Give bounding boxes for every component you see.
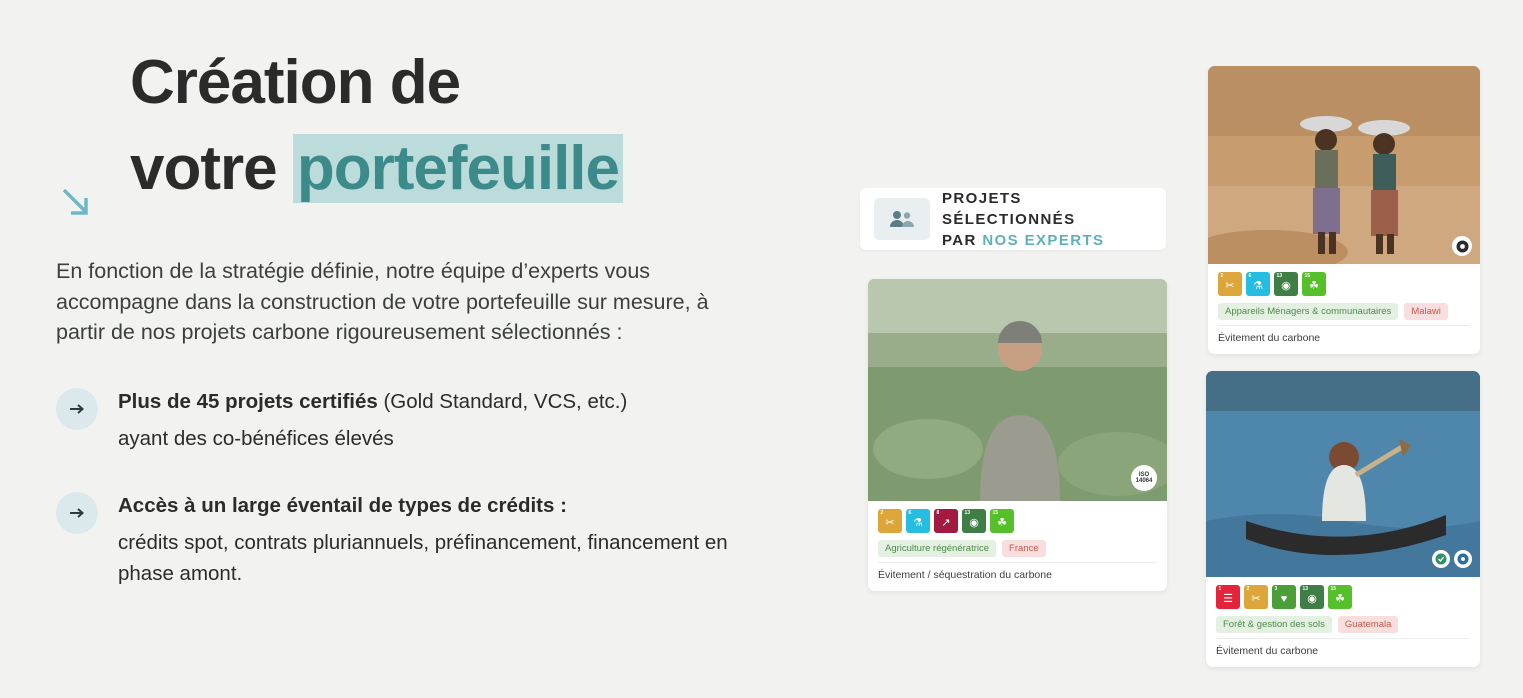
certification-badge — [1454, 550, 1472, 568]
sdg-icon — [1244, 585, 1268, 609]
sdg-glyph: ⚗ — [913, 517, 923, 529]
sdg-glyph: ◉ — [1281, 280, 1291, 292]
two-women-carrying-basins-icon — [1208, 66, 1480, 264]
sdg-number: 1 — [1218, 585, 1222, 592]
bullet-sub: ayant des co-bénéfices élevés — [118, 426, 394, 450]
arrow-right-icon — [56, 492, 98, 534]
sdg-number: 8 — [936, 509, 940, 516]
sdg-glyph: ☘ — [997, 517, 1007, 529]
sdg-number: 2 — [1220, 272, 1224, 279]
bullet-text — [118, 490, 776, 589]
card-footer: Évitement du carbone — [1216, 638, 1470, 657]
intro-paragraph: En fonction de la stratégie définie, notre équipe d’experts vous accompagne dans la construction de votre portefeuille sur mesure, à partir de nos projets carbone rigoureusement sélectionnés : — [56, 259, 709, 344]
tag-row — [1216, 616, 1470, 633]
bullet-list — [56, 386, 776, 589]
sdg-number: 6 — [1248, 272, 1252, 279]
sdg-row — [878, 509, 1157, 533]
sdg-icon — [1216, 585, 1240, 609]
left-column — [56, 40, 776, 625]
double-certification-badge — [1432, 550, 1450, 568]
sdg-glyph: ☘ — [1335, 593, 1345, 605]
sdg-row — [1218, 272, 1470, 296]
sdg-icon — [1302, 272, 1326, 296]
headline-line-1: Création de — [130, 48, 461, 117]
country-badge: France — [1002, 540, 1046, 557]
card-body — [1206, 577, 1480, 667]
headline-line-2-prefix: votre — [130, 134, 293, 203]
sdg-icon — [934, 509, 958, 533]
sdg-number: 6 — [908, 509, 912, 516]
sdg-icon — [1218, 272, 1242, 296]
bullet-sub: crédits spot, contrats pluriannuels, préfinancement, financement en phase amont. — [118, 530, 728, 585]
iso-badge-text: ISO 14064 — [1135, 472, 1153, 484]
experts-line-2-prefix: PAR — [942, 231, 983, 249]
farmer-in-field-icon — [868, 279, 1167, 501]
project-card-france[interactable] — [868, 279, 1167, 591]
sdg-glyph: ✂ — [1251, 593, 1261, 605]
certification-badge — [1452, 236, 1472, 256]
sdg-number: 15 — [992, 509, 999, 516]
people-group-icon — [874, 198, 930, 240]
sdg-number: 2 — [1246, 585, 1250, 592]
project-card-malawi[interactable] — [1208, 66, 1480, 354]
sdg-icon — [1300, 585, 1324, 609]
sdg-icon — [962, 509, 986, 533]
experts-line-2-accent: NOS EXPERTS — [982, 231, 1105, 249]
bullet-strong: Plus de 45 projets certifiés — [118, 389, 384, 413]
sdg-icon — [906, 509, 930, 533]
sdg-glyph: ☘ — [1309, 280, 1319, 292]
sdg-number: 13 — [964, 509, 971, 516]
page-title — [56, 40, 776, 212]
card-footer: Évitement / séquestration du carbone — [878, 562, 1157, 581]
sdg-number: 2 — [880, 509, 884, 516]
country-badge: Malawi — [1404, 303, 1448, 320]
iso-badge — [1131, 465, 1157, 491]
sdg-number: 15 — [1304, 272, 1311, 279]
tag-row — [878, 540, 1157, 557]
experts-line-1: PROJETS SÉLECTIONNÉS — [942, 189, 1076, 228]
bullet-text — [118, 386, 776, 454]
right-column — [860, 0, 1523, 698]
sdg-glyph: ✂ — [885, 517, 895, 529]
sdg-number: 13 — [1276, 272, 1283, 279]
card-footer: Évitement du carbone — [1218, 325, 1470, 344]
sdg-number: 13 — [1302, 585, 1309, 592]
experts-badge-text — [942, 188, 1152, 251]
sdg-icon — [1272, 585, 1296, 609]
sdg-glyph: ☰ — [1223, 593, 1233, 605]
project-card-guatemala[interactable] — [1206, 371, 1480, 667]
arrow-down-right-icon — [56, 180, 100, 224]
sdg-row — [1216, 585, 1470, 609]
card-body — [868, 501, 1167, 591]
country-badge: Guatemala — [1338, 616, 1398, 633]
sdg-icon — [878, 509, 902, 533]
sdg-glyph: ♥ — [1280, 593, 1288, 605]
sdg-icon — [1274, 272, 1298, 296]
bullet-rest: (Gold Standard, VCS, etc.) — [383, 389, 628, 413]
sdg-glyph: ↗ — [941, 517, 951, 529]
list-item — [56, 490, 776, 589]
headline-highlight: portefeuille — [293, 134, 623, 203]
bullet-strong: Accès à un large éventail de types de crédits : — [118, 493, 567, 517]
woman-paddling-canoe-icon — [1206, 371, 1480, 577]
tag-row — [1218, 303, 1470, 320]
sdg-glyph: ✂ — [1225, 280, 1235, 292]
status-badge: Agriculture régénératrice — [878, 540, 996, 557]
sdg-glyph: ◉ — [969, 517, 979, 529]
sdg-glyph: ◉ — [1307, 593, 1317, 605]
sdg-number: 3 — [1274, 585, 1278, 592]
sdg-icon — [1328, 585, 1352, 609]
list-item — [56, 386, 776, 454]
sdg-glyph: ⚗ — [1253, 280, 1263, 292]
status-badge: Appareils Ménagers & communautaires — [1218, 303, 1398, 320]
card-body — [1208, 264, 1480, 354]
sdg-icon — [990, 509, 1014, 533]
arrow-right-icon — [56, 388, 98, 430]
status-badge: Forêt & gestion des sols — [1216, 616, 1332, 633]
experts-badge — [860, 188, 1166, 250]
sdg-icon — [1246, 272, 1270, 296]
sdg-number: 15 — [1330, 585, 1337, 592]
